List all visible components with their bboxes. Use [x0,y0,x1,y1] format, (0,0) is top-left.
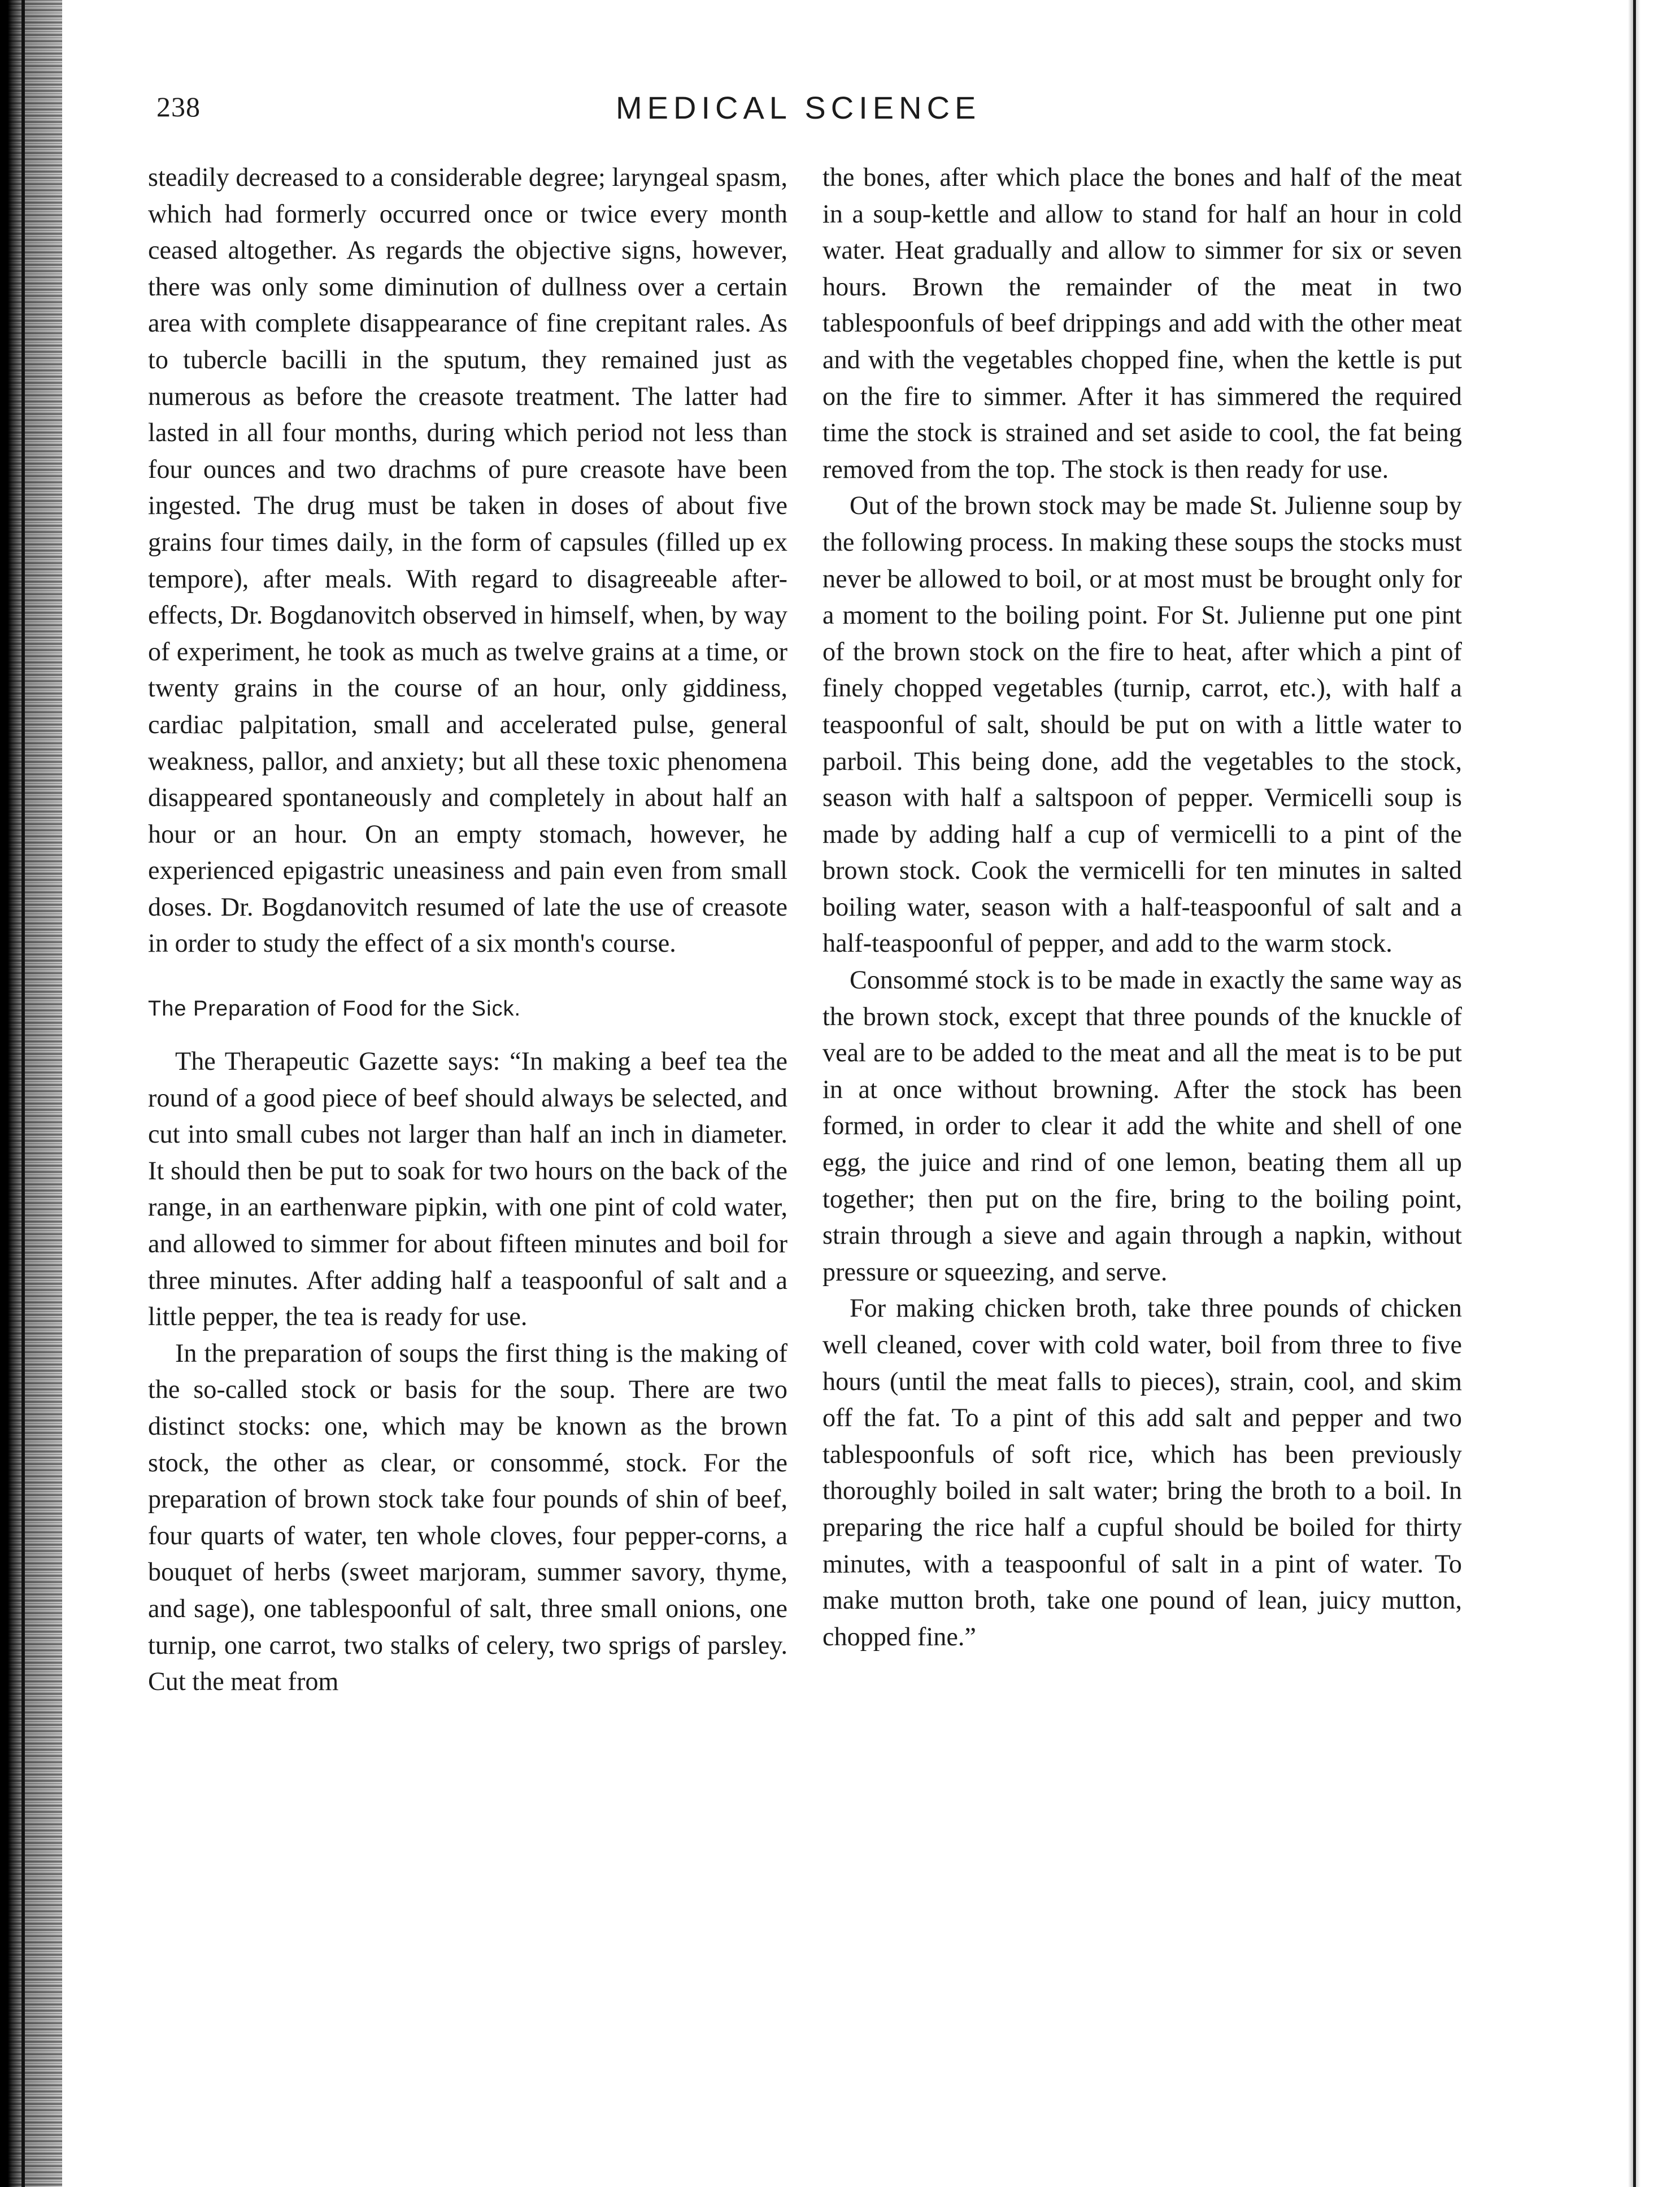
running-head: MEDICAL SCIENCE [616,90,981,125]
paragraph: The Therapeutic Gazette says: “In making a beef tea the round of a good piece of beef should always be selected, and cut into small cubes not larger than half an inch in diameter. It should then be put to soak for two hours on the back of the range, in an earthenware pipkin, with one pint of cold water, and allowed to simmer for about fifteen minutes and boil for three minutes. After adding half a teaspoonful of salt and a little pepper, the tea is ready for use. [148,1047,787,1331]
section-heading: The Preparation of Food for the Sick. [148,997,521,1021]
paragraph: the bones, after which place the bones and half of the meat in a soup-kettle and allow to stand for half an hour in cold water. Heat gradually and allow to simmer for six or seven hours. Brown the remainder of the meat in two tablespoonfuls of beef drippings and add with the other meat and with the vegetables chopped fine, when the kettle is put on the fire to simmer. After it has simmered the required time the stock is strained and set aside to cool, the fat being removed from the top. The stock is then ready for use. [822,163,1462,483]
paragraph: For making chicken broth, take three pounds of chicken well cleaned, cover with cold water, boil from three to five hours (until the meat falls to pieces), strain, cool, and skim off the fat. To a pint of this add salt and pepper and two tablespoonfuls of soft rice, which has been previously thoroughly boiled in salt water; bring the broth to a boil. In preparing the rice half a cupful should be boiled for thirty minutes, with a teaspoonful of salt in a pint of water. To make mutton broth, take one pound of lean, juicy mutton, chopped fine.” [822,1293,1462,1651]
left-column [148,159,787,1700]
scan-edge-left-line [21,0,25,2187]
paragraph: In the preparation of soups the first thing is the making of the so-called stock or basis for the soup. There are two distinct stocks: one, which may be known as the brown stock, the other as clear, or consommé, stock. For the preparation of brown stock take four pounds of shin of beef, four quarts of water, ten whole cloves, four pepper-corns, a bouquet of herbs (sweet marjoram, summer savory, thyme, and sage), one tablespoonful of salt, three small onions, one turnip, one carrot, two stalks of celery, two sprigs of parsley. Cut the meat from [148,1338,787,1696]
page-number: 238 [156,91,201,123]
scan-edge-left [0,0,62,2187]
paragraph: Out of the brown stock may be made St. Julienne soup by the following process. In making these soups the stocks must never be allowed to boil, or at most must be brought only for a moment to the boiling point. For St. Julienne put one pint of the brown stock on the fire to heat, after which a pint of finely chopped vegetables (turnip, carrot, etc.), with half a teaspoonful of salt, should be put on with a little water to parboil. This being done, add the vegetables to the stock, season with half a saltspoon of pepper. Vermicelli soup is made by adding half a cup of vermicelli to a pint of the brown stock. Cook the vermicelli for ten minutes in salted boiling water, season with a half-teaspoonful of salt and a half-teaspoonful of pepper, and add to the warm stock. [822,491,1462,958]
scan-edge-right [1633,0,1636,2187]
paragraph: steadily decreased to a considerable degree; laryngeal spasm, which had formerly occurred once or twice every month ceased altogether. As regards the objective signs, however, there was only some diminution of dullness over a certain area with complete disappearance of fine crepitant rales. As to tubercle bacilli in the sputum, they remained just as numerous as before the creasote treatment. The latter had lasted in all four months, during which period not less than four ounces and two drachms of pure creasote have been ingested. The drug must be taken in doses of about five grains four times daily, in the form of capsules (filled up ex tempore), after meals. With regard to disagreeable after-effects, Dr. Bogdanovitch observed in himself, when, by way of experiment, he took as much as twelve grains at a time, or twenty grains in the course of an hour, only giddiness, cardiac palpitation, small and accelerated pulse, general weakness, pallor, and anxiety; but all these toxic phenomena disappeared spontaneously and completely in about half an hour or an hour. On an empty stomach, however, he experienced epigastric uneasiness and pain even from small doses. Dr. Bogdanovitch resumed of late the use of creasote in order to study the effect of a six month's course. [148,163,787,958]
paragraph: Consommé stock is to be made in exactly the same way as the brown stock, except that three pounds of the knuckle of veal are to be added to the meat and all the meat is to be put in at once without browning. After the stock has been formed, in order to clear it add the white and shell of one egg, the juice and rind of one lemon, beating them all up together; then put on the fire, bring to the boiling point, strain through a sieve and again through a napkin, without pressure or squeezing, and serve. [822,965,1462,1286]
right-column [822,159,1462,1655]
